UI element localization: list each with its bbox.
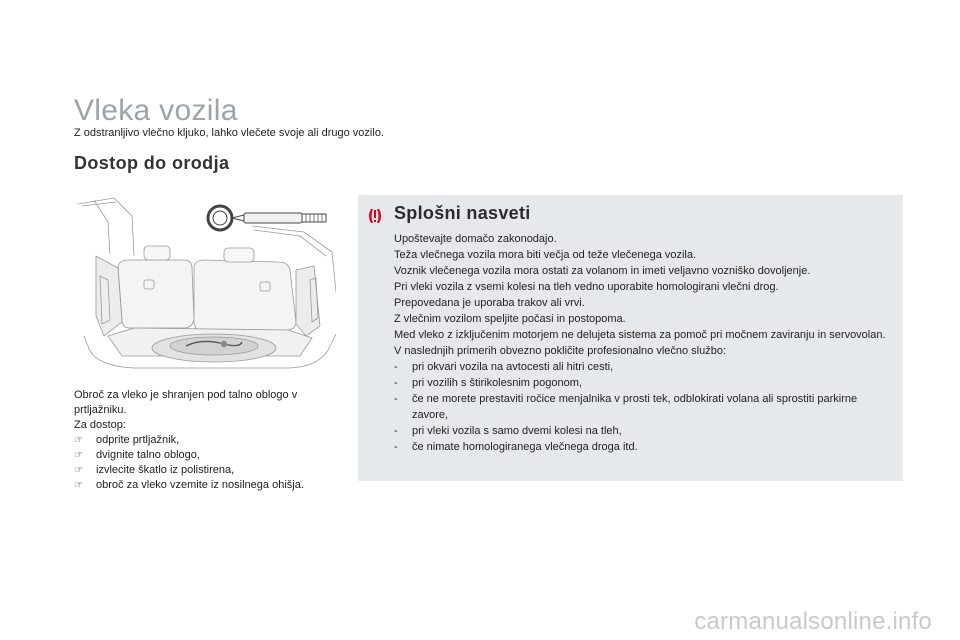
list-item [394,375,894,391]
section-heading: Dostop do orodja [74,153,230,173]
advice-title: Splošni nasveti [394,203,531,223]
case-text: pri okvari vozila na avtocesti ali hitri cesti, [412,361,614,373]
storage-description: Obroč za vleko je shranjen pod talno oblogo v prtljažniku. [74,389,298,416]
list-item [74,463,336,478]
list-item [394,359,894,375]
dash-bullet: - [394,441,398,453]
warning-icon [366,207,384,225]
advice-line: V naslednjih primerih obvezno pokličite profesionalno vlečno službo: [394,345,727,357]
advice-line: Teža vlečnega vozila mora biti večja od teže vlečenega vozila. [394,249,697,261]
steps-label: Za dostop: [74,419,126,431]
dash-bullet: - [394,425,398,437]
watermark: carmanualsonline.info [694,608,932,635]
advice-line: Upoštevajte domačo zakonodajo. [394,233,557,245]
pointing-hand-icon: ☞ [74,450,83,461]
case-text: če ne morete prestaviti ročice menjalnika v prosti tek, odblokirati volana ali sprostiti parkirne zavore, [412,393,858,421]
intro-text: Z odstranljivo vlečno kljuko, lahko vlečete svoje ali drugo vozilo. [74,127,384,139]
step-text: odprite prtljažnik, [96,434,180,446]
dash-bullet: - [394,377,398,389]
advice-line: Pri vleki vozila z vsemi kolesi na tleh vedno uporabite homologirani vlečni drog. [394,281,779,293]
advice-line: Prepovedana je uporaba trakov ali vrvi. [394,297,585,309]
pointing-hand-icon: ☞ [74,480,83,491]
dash-bullet: - [394,361,398,373]
pointing-hand-icon: ☞ [74,465,83,476]
dash-bullet: - [394,393,398,405]
case-text: če nimate homologiranega vlečnega droga itd. [412,441,638,453]
advice-line: Med vleko z izključenim motorjem ne delujeta sistema za pomoč pri močnem zaviranju in servovolan. [394,329,886,341]
list-item [394,391,894,423]
list-item [74,433,336,448]
advice-line: Voznik vlečenega vozila mora ostati za volanom in imeti veljavno vozniško dovoljenje. [394,265,811,277]
step-text: dvignite talno oblogo, [96,449,200,461]
list-item [394,423,894,439]
pointing-hand-icon: ☞ [74,435,83,446]
list-item [74,448,336,463]
advice-line: Z vlečnim vozilom speljite počasi in postopoma. [394,313,626,325]
access-instructions [74,388,336,493]
list-item [394,439,894,455]
trunk-illustration [74,196,336,372]
advice-body [394,231,894,455]
step-text: izvlecite škatlo iz polistirena, [96,464,235,476]
general-advice-box [358,195,903,481]
case-text: pri vleki vozila s samo dvemi kolesi na tleh, [412,425,622,437]
list-item [74,478,336,493]
case-text: pri vozilih s štirikolesnim pogonom, [412,377,582,389]
page-title: Vleka vozila [74,94,238,127]
step-text: obroč za vleko vzemite iz nosilnega ohišja. [96,479,304,491]
